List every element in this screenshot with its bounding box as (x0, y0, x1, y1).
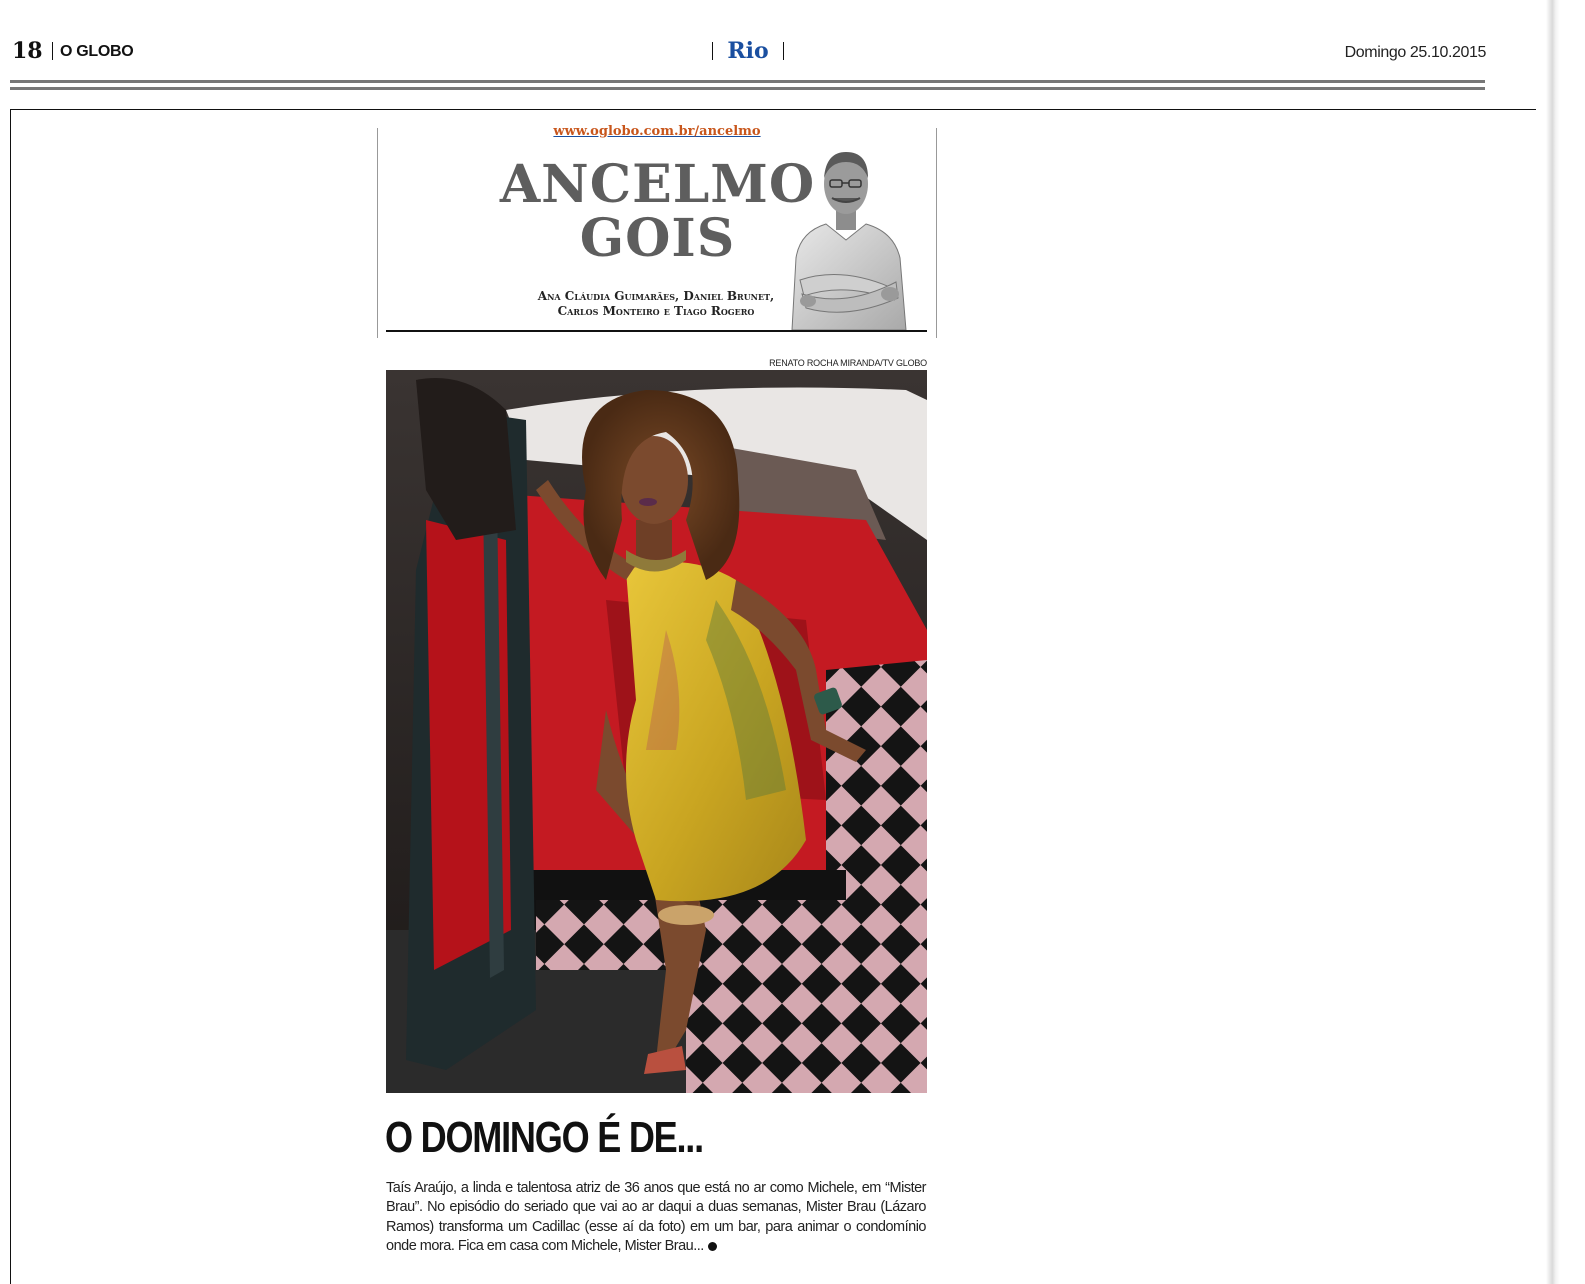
section-label (712, 38, 784, 66)
story-body (386, 1179, 926, 1257)
column-border-right (936, 128, 937, 338)
column-title-line1: ANCELMO (499, 154, 816, 215)
newspaper-name: O GLOBO (60, 43, 134, 60)
page-number: 18 (12, 38, 43, 64)
column-authors-line1: Ana Cláudia Guimarães, Daniel Brunet, (537, 289, 775, 303)
photo-credit: RENATO ROCHA MIRANDA/TV GLOBO (769, 358, 927, 368)
column-title-line2: GOIS (579, 208, 736, 269)
column-url-link[interactable]: www.oglobo.com.br/ancelmo (553, 124, 761, 139)
section-divider-right (783, 42, 784, 60)
section-name: Rio (727, 38, 769, 64)
main-photo (386, 370, 927, 1093)
header-rule-top (10, 80, 1485, 83)
column-header-rule (386, 330, 927, 332)
column-title (490, 154, 825, 269)
issue-date: Domingo 25.10.2015 (1344, 44, 1486, 61)
page-fold-shadow (1546, 0, 1560, 1284)
story-headline: O DOMINGO É DE... (385, 1113, 703, 1162)
page-frame-top (10, 109, 1536, 110)
story-body-text: Taís Araújo, a linda e talentosa atriz de 36 anos que está no ar como Michele, em “Mister Brau”. No episódio do seriado que vai ao ar daqui a duas semanas, Mister Brau (Lázaro Ramos) transforma um Cadillac (esse aí da foto) em um bar, para animar o condomínio onde mora. Fica em casa com Michele, Mister Brau... (386, 1180, 926, 1255)
header-divider (52, 42, 53, 60)
header-rule-bottom (10, 87, 1485, 90)
end-mark-icon (708, 1242, 717, 1251)
column-border-left (377, 128, 378, 338)
column-authors (510, 289, 802, 319)
column-authors-line2: Carlos Monteiro e Tiago Rogero (557, 304, 755, 318)
columnist-portrait (782, 148, 910, 330)
page-frame-left (10, 109, 11, 1284)
